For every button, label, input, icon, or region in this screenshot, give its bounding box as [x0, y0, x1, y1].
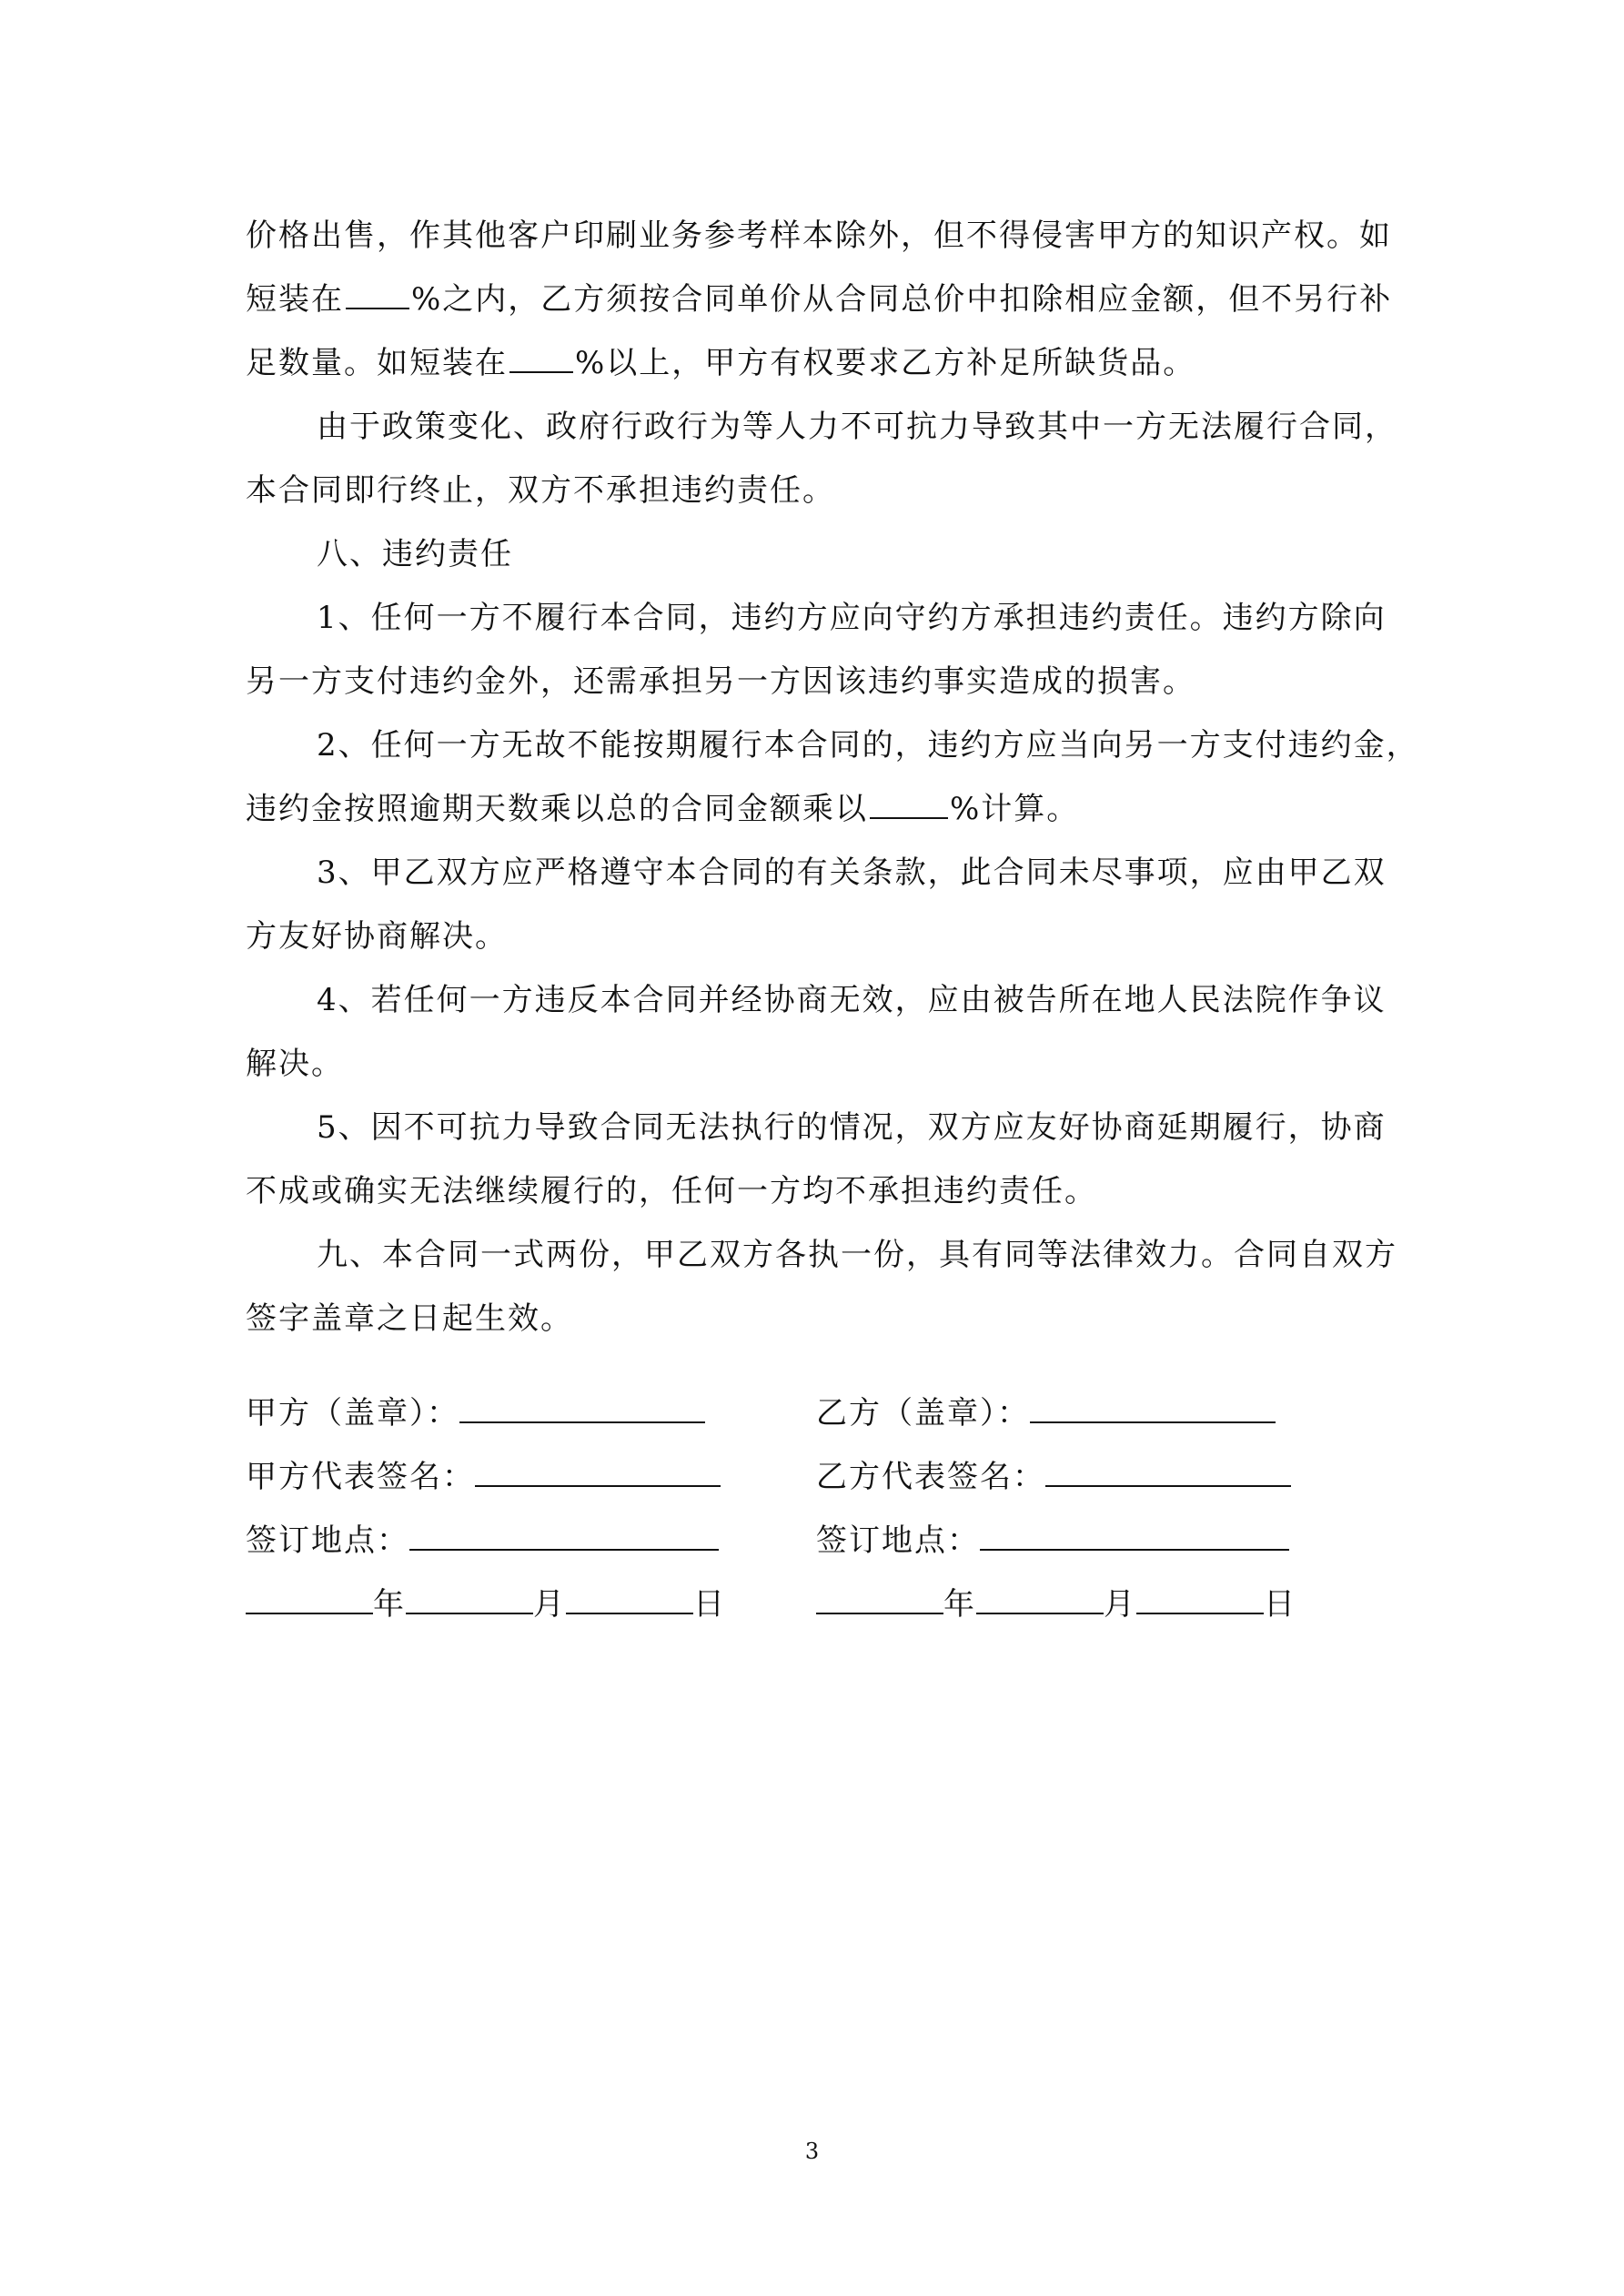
clause-line: [246, 1032, 1383, 1096]
text-span: 5、因不可抗力导致合同无法执行的情况，双方应友好协商延期履行，协商: [317, 1109, 1387, 1146]
rep-signature-line[interactable]: [1045, 1484, 1291, 1487]
fill-blank-percent[interactable]: [509, 370, 573, 373]
text-span: 3、甲乙双方应严格遵守本合同的有关条款，此合同未尽事项，应由甲乙双: [317, 855, 1387, 891]
clause-line: [246, 777, 1383, 841]
rep-label: 乙方代表签名：: [816, 1459, 1045, 1495]
day-line[interactable]: [566, 1612, 693, 1614]
seal-row: [816, 1381, 1296, 1445]
text-span: 签字盖章之日起生效。: [246, 1300, 573, 1337]
clause-line: [246, 1096, 1387, 1159]
seal-label: 甲方（盖章）：: [246, 1395, 459, 1431]
text-span: 价格出售，作其他客户印刷业务参考样本除外，但不得侵害甲方的知识产权。如: [246, 217, 1392, 254]
text-span: 不成或确实无法继续履行的，任何一方均不承担违约责任。: [246, 1173, 1097, 1209]
date-row: [816, 1573, 1296, 1636]
text-span: 九、本合同一式两份，甲乙双方各执一份，具有同等法律效力。合同自双方: [317, 1237, 1397, 1273]
section-heading: [246, 1223, 1397, 1287]
text-span: 解决。: [246, 1046, 344, 1082]
text-span: 违约金按照逾期天数乘以总的合同金额乘以: [246, 791, 868, 827]
signature-block-party-b: [816, 1381, 1296, 1636]
text-span: 由于政策变化、政府行政行为等人力不可抗力导致其中一方无法履行合同，: [317, 409, 1397, 445]
text-span: 2、任何一方无故不能按期履行本合同的，违约方应当向另一方支付违约金，: [317, 727, 1419, 764]
month-line[interactable]: [406, 1612, 533, 1614]
place-label: 签订地点：: [246, 1522, 409, 1559]
text-span: 4、若任何一方违反本合同并经协商无效，应由被告所在地人民法院作争议: [317, 982, 1387, 1018]
fill-blank-percent[interactable]: [346, 307, 409, 309]
paragraph-line: [246, 331, 1383, 395]
rep-label: 甲方代表签名：: [246, 1459, 475, 1495]
paragraph-line: [246, 395, 1397, 459]
place-line[interactable]: [409, 1548, 719, 1551]
clause-line: [246, 841, 1387, 905]
rep-row: [816, 1445, 1296, 1509]
text-span: 1、任何一方不履行本合同，违约方应向守约方承担违约责任。违约方除向: [317, 600, 1387, 636]
year-line[interactable]: [246, 1612, 373, 1614]
paragraph-line: [246, 459, 1383, 522]
paragraph-line: [246, 268, 1393, 331]
month-label: 月: [1104, 1586, 1136, 1623]
date-row: [246, 1573, 726, 1636]
clause-line: [246, 650, 1383, 713]
day-label: 日: [1264, 1586, 1296, 1623]
month-label: 月: [533, 1586, 566, 1623]
text-span: 方友好协商解决。: [246, 918, 508, 955]
day-line[interactable]: [1136, 1612, 1264, 1614]
clause-line: [246, 905, 1383, 968]
text-span: %以上，甲方有权要求乙方补足所缺货品。: [575, 345, 1196, 381]
seal-row: [246, 1381, 726, 1445]
place-label: 签订地点：: [816, 1522, 980, 1559]
text-span: %之内，乙方须按合同单价从合同总价中扣除相应金额，但不另行补: [411, 281, 1393, 318]
place-line[interactable]: [980, 1548, 1289, 1551]
year-line[interactable]: [816, 1612, 943, 1614]
paragraph-line: [246, 204, 1392, 268]
year-label: 年: [943, 1586, 976, 1623]
clause-line: [246, 1159, 1383, 1223]
clause-line: [246, 968, 1387, 1032]
section-heading: [246, 522, 1383, 586]
seal-line[interactable]: [1030, 1421, 1276, 1423]
clause-line: [246, 713, 1419, 777]
text-span: %计算。: [950, 791, 1080, 827]
signature-block-party-a: [246, 1381, 726, 1636]
text-span: 另一方支付违约金外，还需承担另一方因该违约事实造成的损害。: [246, 663, 1195, 700]
page-number: 3: [804, 2139, 820, 2164]
fill-blank-percent[interactable]: [870, 816, 948, 819]
seal-line[interactable]: [459, 1421, 705, 1423]
text-span: 八、违约责任: [317, 536, 513, 572]
place-row: [246, 1509, 726, 1573]
seal-label: 乙方（盖章）：: [816, 1395, 1030, 1431]
place-row: [816, 1509, 1296, 1573]
contract-body: [246, 204, 1419, 1350]
text-span: 足数量。如短装在: [246, 345, 508, 381]
rep-signature-line[interactable]: [475, 1484, 721, 1487]
day-label: 日: [693, 1586, 726, 1623]
clause-line: [246, 586, 1387, 650]
text-span: 本合同即行终止，双方不承担违约责任。: [246, 472, 835, 509]
paragraph-line: [246, 1287, 1383, 1350]
month-line[interactable]: [976, 1612, 1104, 1614]
rep-row: [246, 1445, 726, 1509]
text-span: 短装在: [246, 281, 344, 318]
year-label: 年: [373, 1586, 406, 1623]
